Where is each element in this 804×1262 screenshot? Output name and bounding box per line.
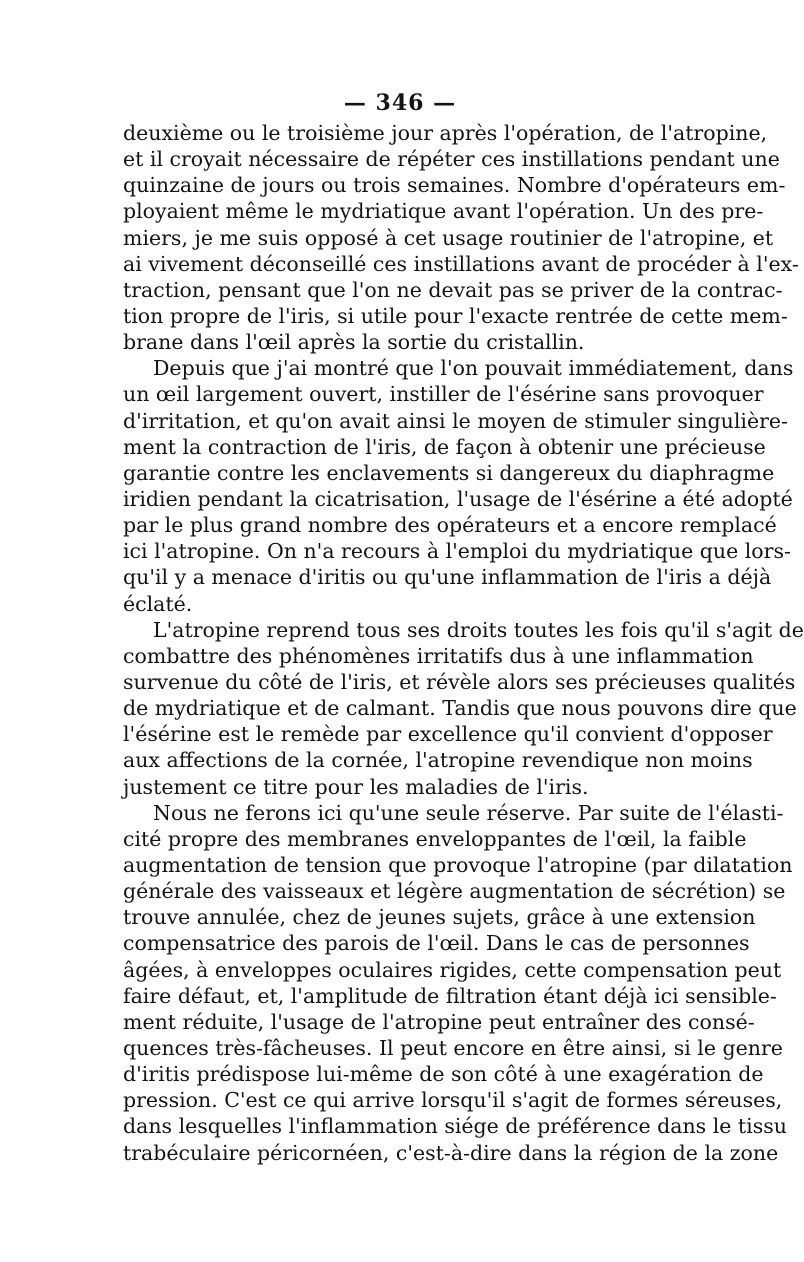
text-line-15: iridien pendant la cicatrisation, l'usage de l'ésérine a été adopté [123, 487, 793, 511]
text-line-19: éclaté. [123, 592, 193, 616]
text-line-22: survenue du côté de l'iris, et révèle alors ses précieuses qualités [123, 670, 796, 694]
text-line-7: traction, pensant que l'on ne devait pas se priver de la contrac- [123, 278, 783, 302]
text-line-18: qu'il y a menace d'iritis ou qu'une inflammation de l'iris a déjà [123, 565, 772, 589]
text-line-28: cité propre des membranes enveloppantes de l'œil, la faible [123, 827, 747, 851]
page-number: — 346 — [343, 90, 457, 116]
text-line-25: aux affections de la cornée, l'atropine revendique non moins [123, 748, 753, 772]
text-line-6: ai vivement déconseillé ces instillations avant de procéder à l'ex- [123, 252, 799, 276]
text-line-3: quinzaine de jours ou trois semaines. Nombre d'opérateurs em- [123, 173, 786, 197]
text-line-33: âgées, à enveloppes oculaires rigides, cette compensation peut [123, 958, 782, 982]
text-line-30: générale des vaisseaux et légère augmentation de sécrétion) se [123, 879, 786, 903]
text-line-5: miers, je me suis opposé à cet usage routinier de l'atropine, et [123, 226, 774, 250]
text-line-12: d'irritation, et qu'on avait ainsi le moyen de stimuler singulière- [123, 409, 788, 433]
text-line-36: quences très-fâcheuses. Il peut encore en être ainsi, si le genre [123, 1036, 783, 1060]
text-line-29: augmentation de tension que provoque l'atropine (par dilatation [123, 853, 793, 877]
text-line-17: ici l'atropine. On n'a recours à l'emploi du mydriatique que lors- [123, 539, 791, 563]
text-line-39: dans lesquelles l'inflammation siége de préférence dans le tissu [123, 1114, 787, 1138]
text-line-10: Depuis que j'ai montré que l'on pouvait immédiatement, dans [153, 356, 794, 380]
text-line-20: L'atropine reprend tous ses droits toutes les fois qu'il s'agit de [153, 618, 804, 642]
text-line-11: un œil largement ouvert, instiller de l'ésérine sans provoquer [123, 382, 764, 406]
text-line-26: justement ce titre pour les maladies de l'iris. [123, 775, 589, 799]
text-line-37: d'iritis prédispose lui-même de son côté à une exagération de [123, 1062, 764, 1086]
text-line-16: par le plus grand nombre des opérateurs et a encore remplacé [123, 513, 777, 537]
text-line-21: combattre des phénomènes irritatifs dus à une inflammation [123, 644, 754, 668]
text-line-13: ment la contraction de l'iris, de façon à obtenir une précieuse [123, 435, 766, 459]
text-line-34: faire défaut, et, l'amplitude de filtration étant déjà ici sensible- [123, 984, 777, 1008]
text-line-2: et il croyait nécessaire de répéter ces instillations pendant une [123, 147, 780, 171]
text-line-9: brane dans l'œil après la sortie du cristallin. [123, 330, 585, 354]
text-line-38: pression. C'est ce qui arrive lorsqu'il s'agit de formes séreuses, [123, 1088, 783, 1112]
text-line-8: tion propre de l'iris, si utile pour l'exacte rentrée de cette mem- [123, 304, 788, 328]
text-line-32: compensatrice des parois de l'œil. Dans le cas de personnes [123, 931, 750, 955]
text-line-40: trabéculaire péricornéen, c'est-à-dire dans la région de la zone [123, 1141, 779, 1165]
text-line-27: Nous ne ferons ici qu'une seule réserve. Par suite de l'élasti- [153, 801, 784, 825]
text-line-24: l'ésérine est le remède par excellence qu'il convient d'opposer [123, 722, 773, 746]
text-line-1: deuxième ou le troisième jour après l'opération, de l'atropine, [123, 121, 768, 145]
text-line-35: ment réduite, l'usage de l'atropine peut entraîner des consé- [123, 1010, 755, 1034]
text-line-23: de mydriatique et de calmant. Tandis que nous pouvons dire que [123, 696, 797, 720]
text-line-31: trouve annulée, chez de jeunes sujets, grâce à une extension [123, 905, 756, 929]
text-line-4: ployaient même le mydriatique avant l'opération. Un des pre- [123, 199, 764, 223]
text-line-14: garantie contre les enclavements si dangereux du diaphragme [123, 461, 775, 485]
